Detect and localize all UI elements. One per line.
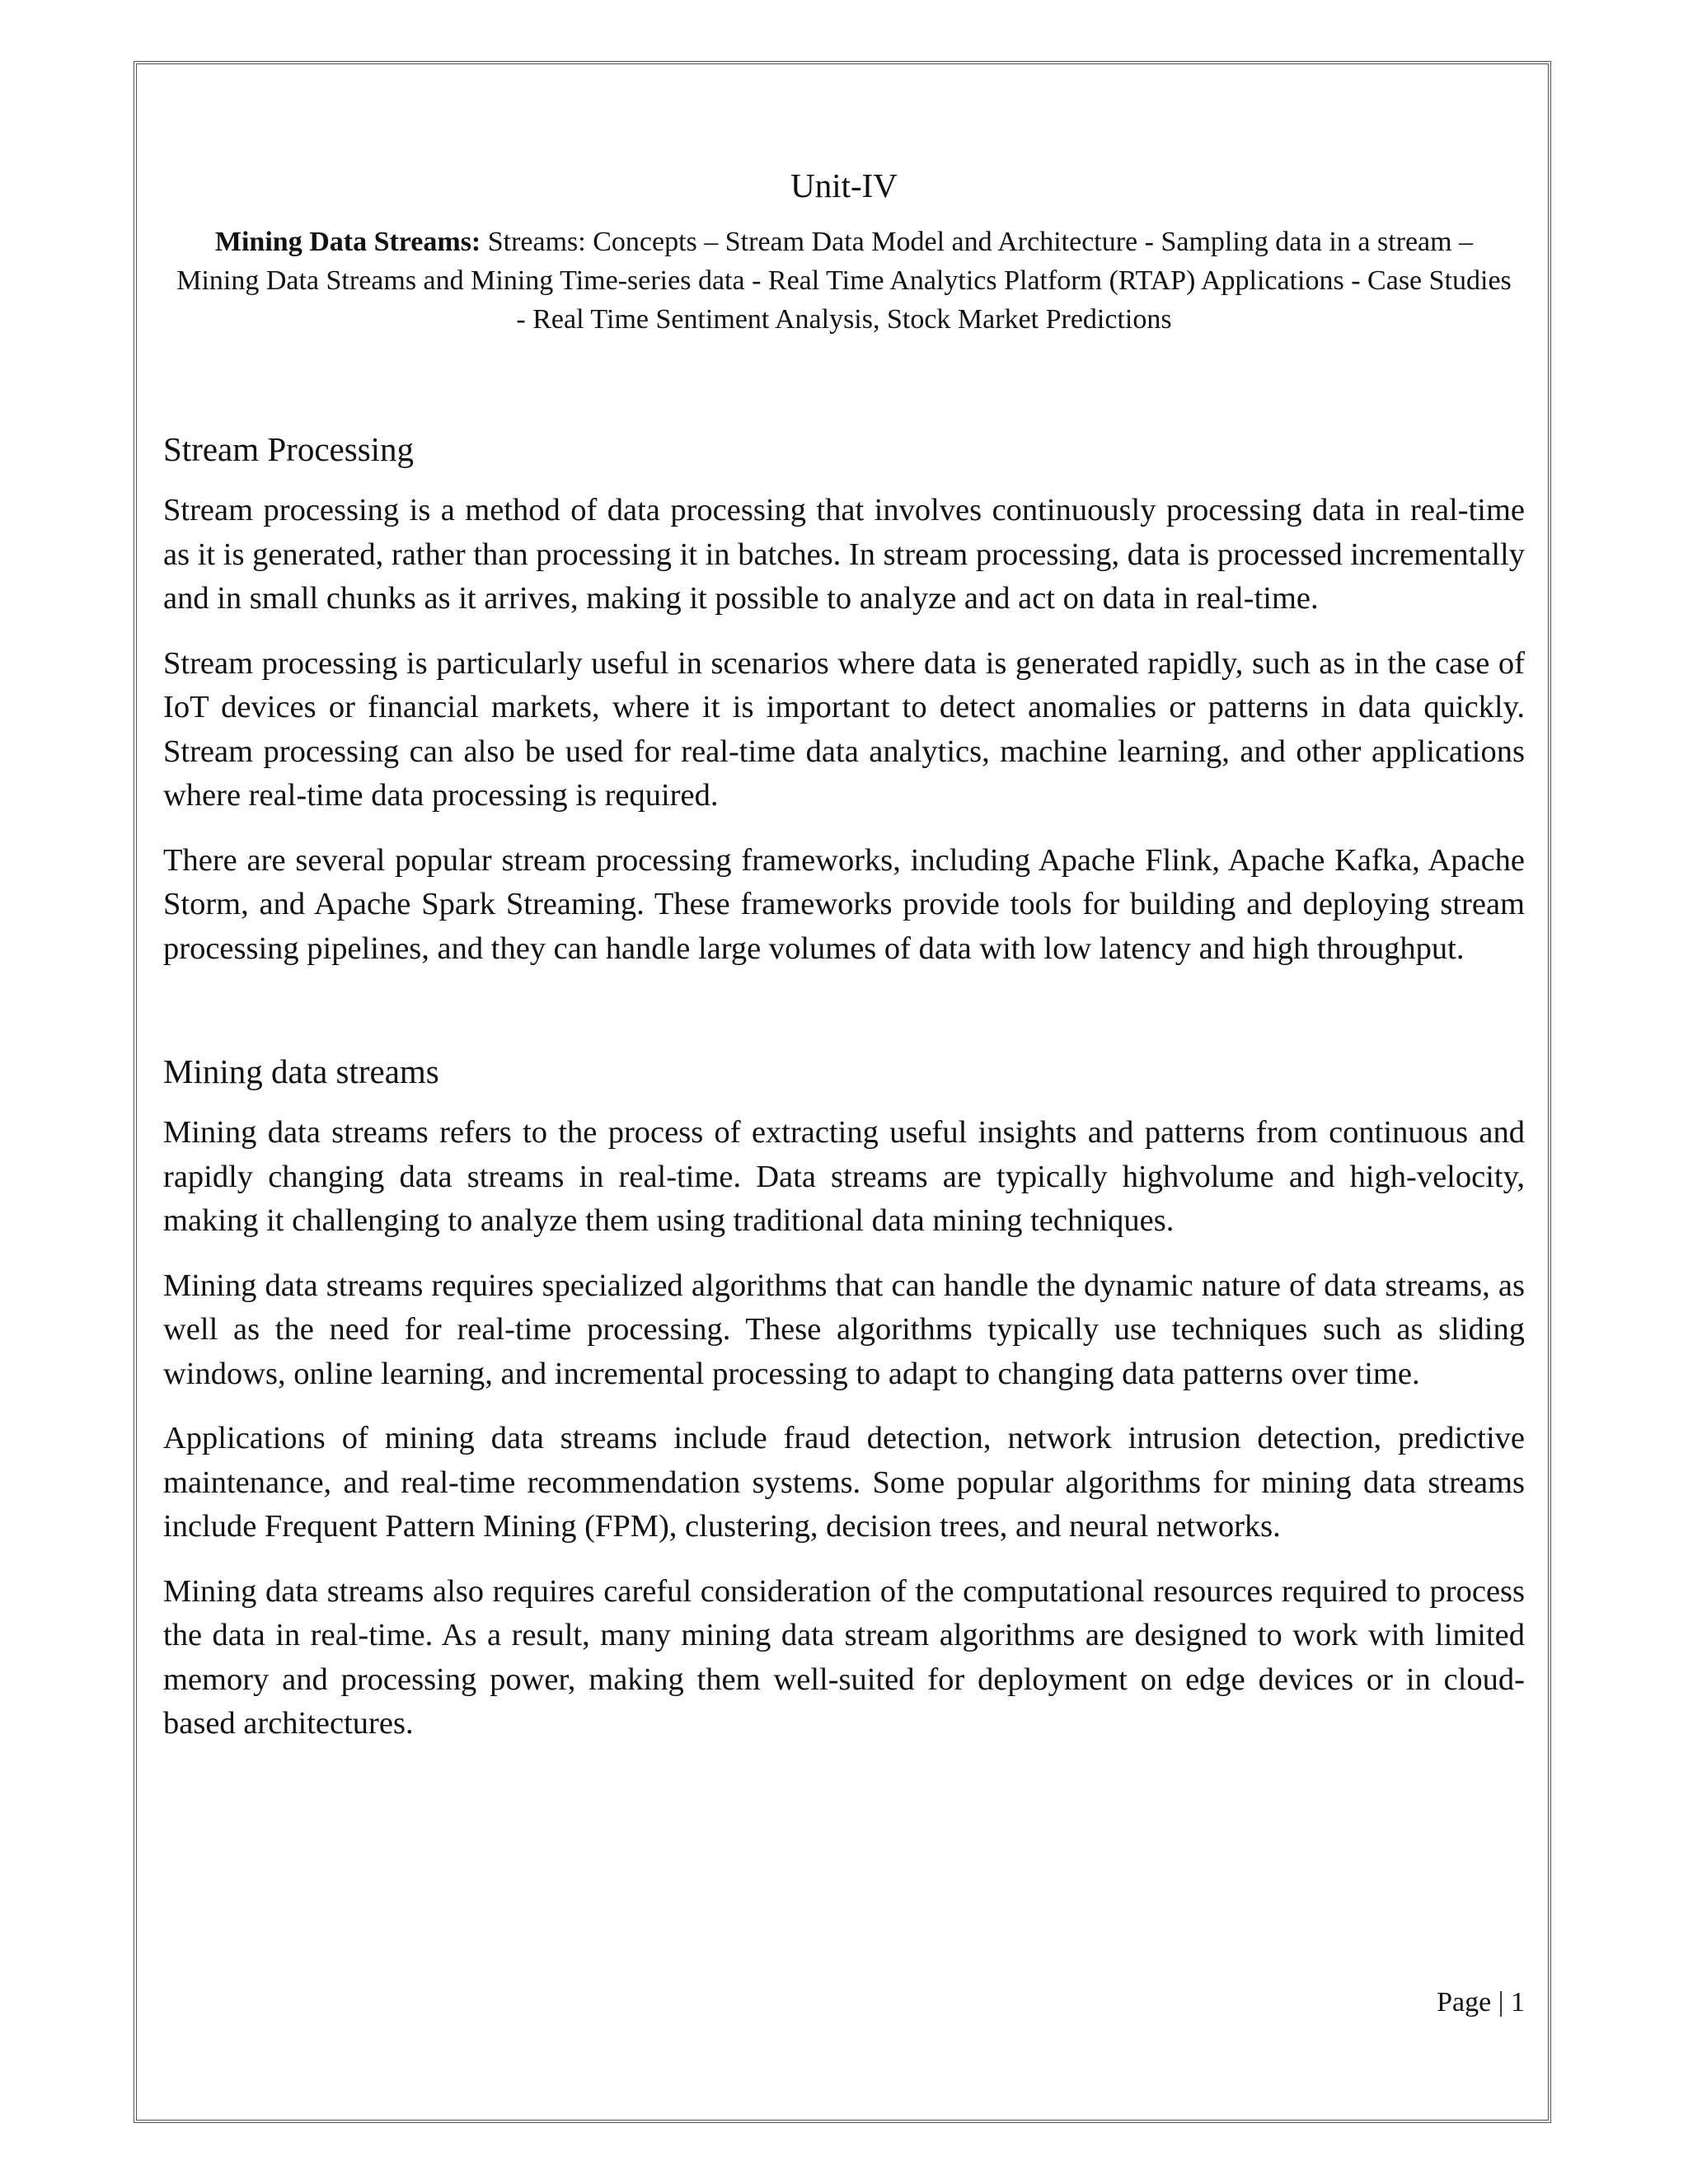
paragraph: There are several popular stream processing frameworks, including Apache Flink, Apache Kafka, Apache Storm, and Apache Spark Streaming. These frameworks provide tools for building and deploying stream processing pipelines, and they can handle large volumes of data with low latency and high throughput. [163,842,1525,966]
paragraph: Stream processing is a method of data processing that involves continuously processing data in real-time as it is generated, rather than processing it in batches. In stream processing, data is processed incrementally and in small chunks as it arrives, making it possible to analyze and act on data in real-time. [163,493,1525,616]
unit-title: Unit-IV [790,166,898,204]
paragraph: Mining data streams also requires careful consideration of the computational resources required to process the data in real-time. As a result, many mining data stream algorithms are designed to work with limited memory and processing power, making them well-suited for deployment on edge devices or in cloud-based architectures. [163,1573,1525,1741]
syllabus-label: Mining Data Streams: [214,227,481,257]
paragraph: Mining data streams refers to the process of extracting useful insights and patterns from continuous and rapidly changing data streams in real-time. Data streams are typically highvolume and high-velocity, making it challenging to analyze them using traditional data mining techniques. [163,1115,1525,1238]
section-heading-mining-data-streams: Mining data streams [163,1052,439,1090]
paragraph: Mining data streams requires specialized algorithms that can handle the dynamic nature of data streams, as well as the need for real-time processing. These algorithms typically use techniques such as sliding windows, online learning, and incremental processing to adapt to changing data patterns over time. [163,1268,1525,1391]
syllabus-summary [163,223,1525,339]
syllabus-text: Streams: Concepts – Stream Data Model and Architecture - Sampling data in a stream – Mining Data Streams and Mining Time-series data - Real Time Analytics Platform (RTAP) Applications - Case Studies - Real Time Sentiment Analysis, Stock Market Predictions [176,227,1512,335]
paragraph: Applications of mining data streams include fraud detection, network intrusion detection, predictive maintenance, and real-time recommendation systems. Some popular algorithms for mining data streams include Frequent Pattern Mining (FPM), clustering, decision trees, and neural networks. [163,1421,1525,1544]
paragraph: Stream processing is particularly useful in scenarios where data is generated rapidly, such as in the case of IoT devices or financial markets, where it is important to detect anomalies or patterns in data quickly. Stream processing can also be used for real-time data analytics, machine learning, and other applications where real-time data processing is required. [163,645,1525,813]
document-body [163,165,1525,1767]
page-number: Page | 1 [1437,1987,1525,2018]
section-heading-stream-processing: Stream Processing [163,430,415,468]
